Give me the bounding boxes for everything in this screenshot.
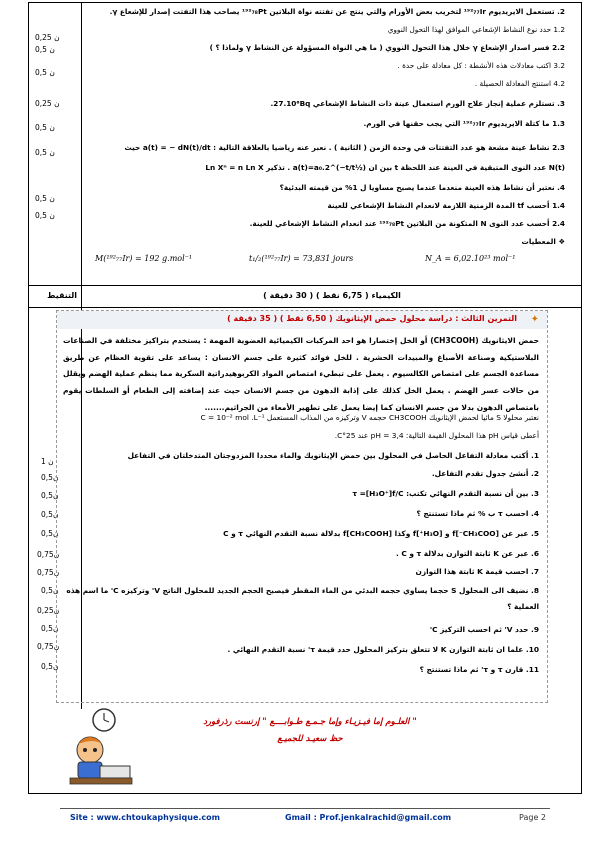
- question-line: 4. نعتبر أن نشاط هذه العينة منعدما عندما يصبح مساويا ل 1% من قيمته البدئية؟: [279, 183, 565, 192]
- score: 0,5 ن: [35, 194, 55, 203]
- question-line: 8. نضيف الى المحلول S حجما يساوي حجمه البدئي من الماء المقطر فيصبح الحجم الجديد للمحلول الناتج V' وتركيزه C' ما اسم هذه العملية ؟: [66, 586, 539, 611]
- score: 0,25 ن: [35, 33, 60, 42]
- question-line: 2. أنشئ جدول تقدم التفاعل.: [431, 469, 539, 478]
- score: 0,25ن: [37, 606, 60, 615]
- question-line: 9. حدد V' ثم احسب التركيز C': [429, 625, 539, 634]
- score: 0,5 ن: [35, 68, 55, 77]
- quote-line: " العلـوم إما فيـزيـاء وإما جـمـع طـوابــــع " إرنست رذرفورد: [203, 717, 417, 727]
- student-clock-illustration: [64, 706, 134, 790]
- exercise-title: التمرين الثالث : دراسة محلول حمض الإيثانويك ( 6,50 نقط ) ( 35 دقيقة ): [227, 314, 517, 323]
- score: 0,75ن: [37, 642, 60, 651]
- page-number: Page 2: [519, 813, 546, 822]
- score: 0,5ن: [41, 662, 59, 671]
- score: 0,5ن: [41, 529, 59, 538]
- good-luck-line: حظ سعيـد للجميـع: [277, 734, 343, 744]
- score-column-physics: [29, 3, 82, 285]
- score: 0,5ن: [41, 586, 59, 595]
- question-line: 3. بين أن نسبة التقدم النهائي تكتب: τ =[H₃O⁺]f/C: [352, 489, 539, 498]
- question-line: 2. تستعمل الايريديوم ¹⁹²₇₇Ir لتخريب بعض الأورام والتي ينتج عن تفتته نواة البلاتين ¹⁹²₇₈Pt يصاحب هذا التفتت إصدار للإشعاع γ.: [109, 7, 565, 16]
- pin-icon: ✦: [530, 314, 539, 325]
- question-line: نعتبر محلولا S مائيا لحمض الإيثانويك CH3COOH حجمه V وتركيزه من المذاب المستعمل C = 10⁻² mol .L⁻¹: [200, 413, 539, 422]
- score: 0,5ن: [41, 491, 59, 500]
- footer-email[interactable]: Gmail : Prof.jenkalrachid@gmail.com: [285, 813, 452, 822]
- question-line: 3.2 اكتب معادلات هذه الأنشطة : كل معادلة على حدة .: [397, 61, 565, 70]
- footer: [60, 808, 550, 822]
- score: 0,75ن: [37, 568, 60, 577]
- score: 0,5ن: [41, 510, 59, 519]
- score: 0,75ن: [37, 550, 60, 559]
- question-line: 1.3 ما كتلة الايريديوم ¹⁹²₇₇Ir التي يجب حقنها في الورم.: [363, 119, 565, 128]
- divider: [29, 307, 581, 308]
- question-line: 3. تستلزم عملية إنجاز علاج الورم استعمال عينة ذات النشاط الإشعاعي 27.10⁶Bq.: [270, 99, 565, 108]
- footer-site[interactable]: Site : www.chtoukaphysique.com: [70, 813, 220, 822]
- exercise-header: [57, 311, 547, 329]
- grading-label-cell: [29, 285, 82, 307]
- avogadro-formula: N_A = 6,02.10²³ mol⁻¹: [425, 254, 516, 263]
- question-line: 1. أكتب معادلة التفاعل الحاصل في المحلول بين حمض الإيثانويك والماء محددا المزدوجتان المتدخلتان في التفاعل: [127, 451, 539, 460]
- chemistry-title: الكيمياء ( 6,75 نقط ) ( 30 دقيقة ): [263, 291, 401, 300]
- score: 0,5ن: [41, 473, 59, 482]
- score: 1 ن: [41, 457, 54, 466]
- question-line: 11. قارن τ و τ' ثم ماذا تستنتج ؟: [419, 665, 539, 674]
- data-heading: ❖ المعطيات: [521, 237, 565, 246]
- question-line: 7. احسب قيمة K ثابتة هذا التوازن: [415, 567, 539, 576]
- question-line: 4.2 استنتج المعادلة الحصيلة .: [474, 79, 565, 88]
- score: 0,5 ن: [35, 123, 55, 132]
- question-line: 2.4 أحسب عدد النوى N المتكونة من البلاتين ¹⁹²₇₈Pt عند انعدام النشاط الإشعاعي للعينة.: [249, 219, 565, 228]
- half-life-formula: t₁/₂(¹⁹²₇₇Ir) = 73,831 jours: [249, 254, 354, 263]
- exercise-3-box: [56, 310, 548, 703]
- question-line: 1.4 أحسب tf المدة الزمنية اللازمة لانعدام النشاط الإشعاعي للعينة: [327, 201, 565, 210]
- question-line: 6. عبر عن K ثابتة التوازن بدلالة τ و C .: [395, 549, 539, 558]
- question-line: 10. علما ان ثابتة التوازن K لا تتعلق بتركيز المحلول حدد قيمة τ' نسبة التقدم النهائي .: [227, 645, 539, 654]
- question-line: 5. عبر عن [CH₃COO⁻]f و [H₃O⁺]f وكذا [CH₃COOH]f بدلالة نسبة التقدم النهائي τ و C: [223, 529, 539, 538]
- score: 0,5 ن: [35, 45, 55, 54]
- question-line: 1.2 حدد نوع النشاط الإشعاعي الموافق لهذا التحول النووي: [387, 25, 565, 34]
- question-line: 2.3 نشاط عينة مشعة هو عدد التفتتات في وحدة الزمن ( الثانية ) . نعبر عنه رياضيا بالعلاقة التالية : a(t) = − dN(t)/dt حيث: [124, 143, 565, 152]
- score: 0,25 ن: [35, 99, 60, 108]
- score: 0,5 ن: [35, 211, 55, 220]
- question-line: أعطى قياس pH هذا المحلول القيمة التالية: pH = 3,4 عند 25°C.: [334, 431, 539, 440]
- question-list: [63, 407, 539, 697]
- score: 0,5ن: [41, 624, 59, 633]
- grading-label: التنقيط: [47, 291, 77, 300]
- molar-mass-formula: M(¹⁹²₇₇Ir) = 192 g.mol⁻¹: [95, 254, 193, 263]
- question-line: 2.2 فسر اصدار الإشعاع γ خلال هذا التحول النووي ( ما هي النواة المسؤولة عن النشاط γ ولماذا ؟ ): [209, 43, 565, 52]
- question-line: 4. احسب τ ب % ثم ماذا تستنتج ؟: [416, 509, 539, 518]
- exercise-intro: حمض الايثانويك (CH3COOH) أو الخل إختصارا هو احد المركبات الكيميائية العضوية المهمة : يستخدم بتراكيز مختلفة في الصناعات البلاستيكية وصناعة الأصباغ والمبيدات الحشرية . للخل فوائد كثيرة على جسم الانسان : يساعد على تقوية العظام عن طريق مساعدة الجسم على امتصاص الكالسيوم . يعمل على تبطيء امتصاص المواد الكربوهيدراتية السكرية مما ينظم عملية الهضم ويقلل من حالات عسر الهضم . يعمل الخل كذلك على إذابة الدهون من جسم الانسان حيث عند إضافته إلى الطعام أو السلطات يقوم بامتصاص الدهون بدلا من جسم الانسان كما إيضا يعمل على تطهير الأمعاء من الجراثيم.......: [63, 336, 540, 412]
- question-line: N(t) عدد النوى المتبقية في العينة عند اللحظة t بين ان a(t)=a₀.2^(−t/t½) . تذكير Ln Xⁿ = n Ln X: [205, 163, 565, 172]
- score: 0,5 ن: [35, 148, 55, 157]
